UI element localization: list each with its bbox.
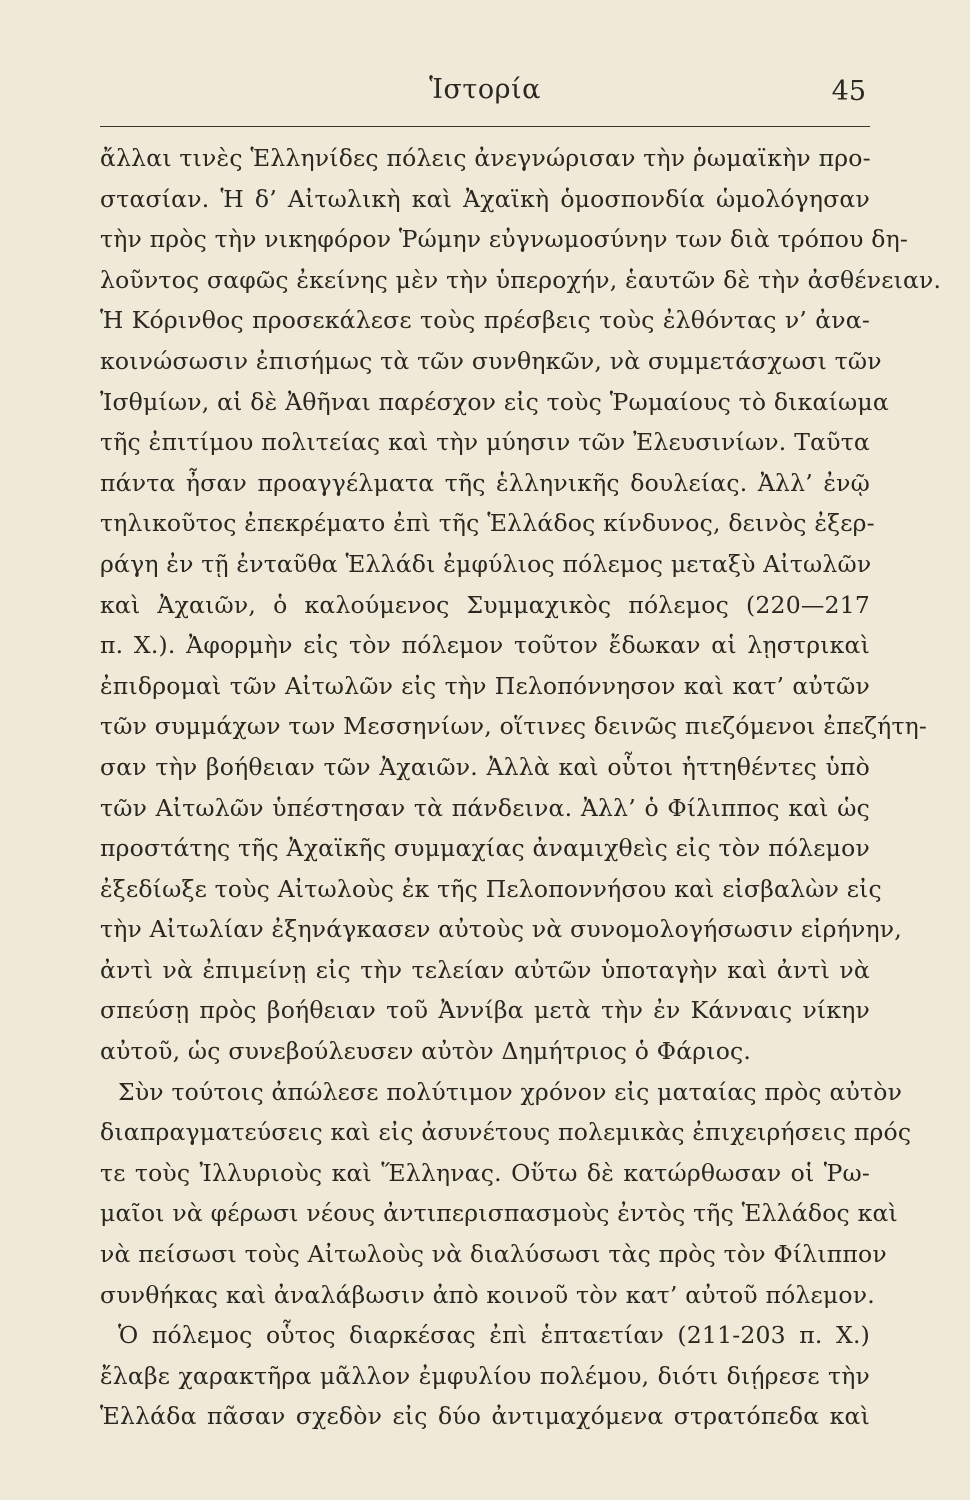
text-line: τῶν Αἰτωλῶν ὑπέστησαν τὰ πάνδεινα. Ἀλλ’ ὁ Φίλιππος καὶ ὡς <box>100 793 870 822</box>
text-line: συνθήκας καὶ ἀναλάβωσιν ἀπὸ κοινοῦ τὸν κατ’ αὐτοῦ πόλεμον. <box>100 1280 875 1309</box>
text-line: προστάτης τῆς Ἀχαϊκῆς συμμαχίας ἀναμιχθεὶς εἰς τὸν πόλεμον <box>100 834 870 863</box>
text-line: μαῖοι νὰ φέρωσι νέους ἀντιπερισπασμοὺς ἐντὸς τῆς Ἑλλάδος καὶ <box>100 1199 898 1228</box>
text-line: ράγη ἐν τῇ ἐνταῦθα Ἑλλάδι ἐμφύλιος πόλεμος μεταξὺ Αἰτωλῶν <box>100 549 872 578</box>
page-number: 45 <box>831 76 866 107</box>
text-line: πάντα ἦσαν προαγγέλματα τῆς ἑλληνικῆς δουλείας. Ἀλλ’ ἐνῷ <box>100 468 870 497</box>
page-header <box>100 70 870 127</box>
text-line: τῆς ἐπιτίμου πολιτείας καὶ τὴν μύησιν τῶν Ἐλευσινίων. Ταῦτα <box>100 428 870 457</box>
text-line: κοινώσωσιν ἐπισήμως τὰ τῶν συνθηκῶν, νὰ συμμετάσχωσι τῶν <box>100 346 882 375</box>
text-line: Ἑλλάδα πᾶσαν σχεδὸν εἰς δύο ἀντιμαχόμενα στρατόπεδα καὶ <box>100 1402 870 1431</box>
text-line: τὴν πρὸς τὴν νικηφόρον Ῥώμην εὐγνωμοσύνην των διὰ τρόπου δη- <box>100 225 909 254</box>
text-line: λοῦντος σαφῶς ἐκείνης μὲν τὴν ὑπεροχήν, ἑαυτῶν δὲ τὴν ἀσθένειαν. <box>100 265 942 294</box>
text-line: σαν τὴν βοήθειαν τῶν Ἀχαιῶν. Ἀλλὰ καὶ οὗτοι ἡττηθέντες ὑπὸ <box>100 752 870 781</box>
text-line: ἐξεδίωξε τοὺς Αἰτωλοὺς ἐκ τῆς Πελοποννήσου καὶ εἰσβαλὼν εἰς <box>100 874 882 903</box>
text-line: στασίαν. Ἡ δ’ Αἰτωλικὴ καὶ Ἀχαϊκὴ ὁμοσπονδία ὡμολόγησαν <box>100 184 870 213</box>
text-line: π. Χ.). Ἀφορμὴν εἰς τὸν πόλεμον τοῦτον ἔδωκαν αἱ λῃστρικαὶ <box>100 631 870 660</box>
text-line: τηλικοῦτος ἐπεκρέματο ἐπὶ τῆς Ἑλλάδος κίνδυνος, δεινὸς ἐξερ- <box>100 509 875 538</box>
text-line: τε τοὺς Ἰλλυριοὺς καὶ Ἕλληνας. Οὕτω δὲ κατώρθωσαν οἱ Ῥω- <box>100 1158 870 1187</box>
text-line: Σὺν τούτοις ἀπώλεσε πολύτιμον χρόνον εἰς ματαίας πρὸς αὐτὸν <box>118 1077 903 1106</box>
text-line: καὶ Ἀχαιῶν, ὁ καλούμενος Συμμαχικὸς πόλεμος (220—217 <box>100 590 870 619</box>
text-line: Ἰσθμίων, αἱ δὲ Ἀθῆναι παρέσχον εἰς τοὺς Ῥωμαίους τὸ δικαίωμα <box>100 387 889 416</box>
text-line: νὰ πείσωσι τοὺς Αἰτωλοὺς νὰ διαλύσωσι τὰς πρὸς τὸν Φίλιππον <box>100 1240 887 1269</box>
text-line: Ὁ πόλεμος οὗτος διαρκέσας ἐπὶ ἑπταετίαν (211-203 π. Χ.) <box>118 1321 870 1350</box>
text-line: σπεύσῃ πρὸς βοήθειαν τοῦ Ἀννίβα μετὰ τὴν ἐν Κάνναις νίκην <box>100 996 870 1025</box>
text-line: ἐπιδρομαὶ τῶν Αἰτωλῶν εἰς τὴν Πελοπόννησον καὶ κατ’ αὐτῶν <box>100 671 870 700</box>
text-line: τὴν Αἰτωλίαν ἐξηνάγκασεν αὐτοὺς νὰ συνομολογήσωσιν εἰρήνην, <box>100 915 902 944</box>
body-text <box>100 138 942 1437</box>
text-line: τῶν συμμάχων των Μεσσηνίων, οἵτινες δεινῶς πιεζόμενοι ἐπεζήτη- <box>100 712 928 741</box>
text-line: Ἡ Κόρινθος προσεκάλεσε τοὺς πρέσβεις τοὺς ἐλθόντας ν’ ἀνα- <box>100 306 870 335</box>
text-line: αὐτοῦ, ὡς συνεβούλευσεν αὐτὸν Δημήτριος ὁ Φάριος. <box>100 1037 752 1066</box>
text-line: ἔλαβε χαρακτῆρα μᾶλλον ἐμφυλίου πολέμου, διότι διῄρεσε τὴν <box>100 1361 870 1390</box>
running-title: Ἱστορία <box>429 74 541 105</box>
text-line: ἀντὶ νὰ ἐπιμείνῃ εἰς τὴν τελείαν αὐτῶν ὑποταγὴν καὶ ἀντὶ νὰ <box>100 955 870 984</box>
text-line: ἄλλαι τινὲς Ἑλληνίδες πόλεις ἀνεγνώρισαν τὴν ῥωμαϊκὴν προ- <box>100 144 871 172</box>
text-line: διαπραγματεύσεις καὶ εἰς ἀσυνέτους πολεμικὰς ἐπιχειρήσεις πρός <box>100 1118 912 1147</box>
